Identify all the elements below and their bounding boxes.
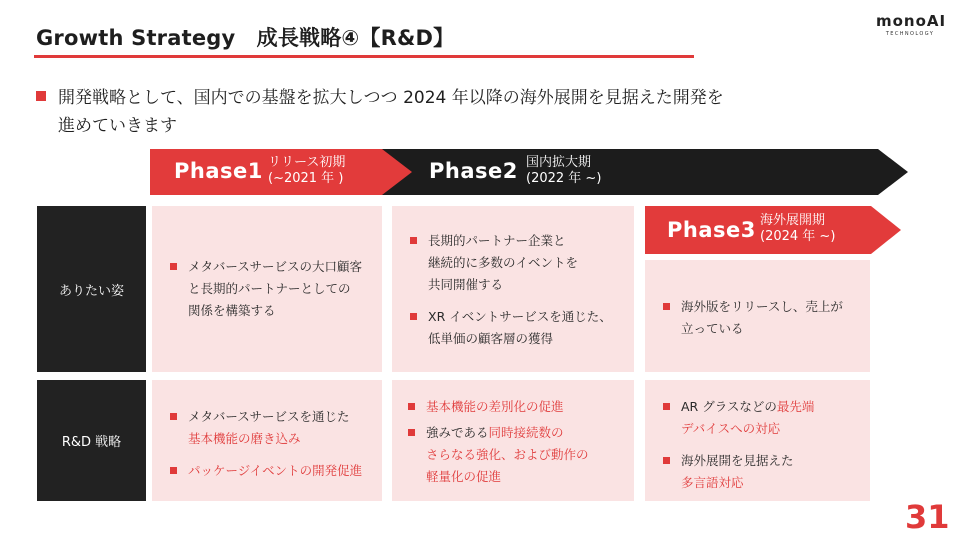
row-header-vision: ありたい姿 xyxy=(37,206,146,372)
item-text-highlight: デバイスへの対応 xyxy=(681,421,781,436)
vision-phase3-list xyxy=(661,296,869,340)
rd-phase3-cell xyxy=(645,380,870,501)
list-item xyxy=(661,396,869,440)
list-item xyxy=(168,256,380,322)
item-text-highlight: 基本機能の磨き込み xyxy=(188,431,301,446)
item-text-highlight: 多言語対応 xyxy=(681,475,744,490)
item-text: 立っている xyxy=(681,321,744,336)
vision-phase1-list xyxy=(168,256,380,322)
bullet-square-icon xyxy=(410,237,417,244)
bullet-square-icon xyxy=(408,429,415,436)
item-text-highlight: 同時接続数の xyxy=(488,425,564,440)
phase2-name: Phase2 xyxy=(429,159,518,183)
page-number: 31 xyxy=(905,498,950,536)
title-underline xyxy=(34,55,694,58)
item-text: 継続的に多数のイベントを xyxy=(428,255,579,270)
list-item xyxy=(661,296,869,340)
bullet-square-icon xyxy=(408,403,415,410)
item-text: 関係を構築する xyxy=(188,303,276,318)
phase1-title: リリース初期 xyxy=(268,155,346,170)
phase1-name: Phase1 xyxy=(174,159,263,183)
list-item xyxy=(168,460,380,482)
lead-statement xyxy=(36,84,836,140)
phase2-label xyxy=(526,155,601,187)
logo-wordmark: monoAI xyxy=(876,12,947,30)
lead-line-1: 開発戦略として、国内での基盤を拡大しつつ 2024 年以降の海外展開を見据えた開発を xyxy=(58,88,724,108)
item-text: 共同開催する xyxy=(428,277,504,292)
list-item xyxy=(661,450,869,494)
rd-phase1-cell xyxy=(152,380,382,501)
vision-phase3-cell xyxy=(645,260,870,372)
phase3-period: (2024 年 ~) xyxy=(760,229,836,244)
vision-phase1-cell xyxy=(152,206,382,372)
item-text: 海外展開を見据えた xyxy=(681,453,794,468)
bullet-square-icon xyxy=(663,303,670,310)
item-text: と長期的パートナーとしての xyxy=(188,281,351,296)
item-text: 長期的パートナー企業と xyxy=(428,233,566,248)
item-text-highlight: さらなる強化、および xyxy=(426,447,552,462)
item-text: AR グラスなどの xyxy=(681,399,777,414)
rd-phase3-list xyxy=(661,396,869,494)
vision-phase2-list xyxy=(408,230,632,350)
phase3-title: 海外展開期 xyxy=(760,213,826,228)
page-title: Growth Strategy 成長戦略④【R&D】 xyxy=(36,26,455,50)
item-text-highlight: パッケージイベントの開発促進 xyxy=(188,463,363,478)
bullet-square-icon xyxy=(170,413,177,420)
phase2-title: 国内拡大期 xyxy=(526,155,592,170)
item-text: 海外版をリリースし、売上が xyxy=(681,299,843,314)
item-text-highlight: 動作の xyxy=(551,447,589,462)
company-logo xyxy=(876,12,947,37)
rd-phase2-list xyxy=(406,396,632,488)
list-item xyxy=(408,306,632,350)
bullet-square-icon xyxy=(663,403,670,410)
bullet-square-icon xyxy=(170,263,177,270)
phase1-period: (~2021 年 ) xyxy=(268,171,344,186)
list-item xyxy=(168,406,380,450)
bullet-square-icon xyxy=(663,457,670,464)
item-text-highlight: 基本機能の差別化の促進 xyxy=(426,399,564,414)
list-item xyxy=(406,422,632,488)
logo-subtitle: TECHNOLOGY xyxy=(885,31,935,37)
bullet-square-icon xyxy=(36,91,46,101)
item-text: メタバースサービスを通じた xyxy=(188,409,350,424)
lead-line-2: 進めていきます xyxy=(58,116,177,136)
phase3-label xyxy=(760,213,835,245)
phase3-name: Phase3 xyxy=(667,218,756,242)
vision-phase2-cell xyxy=(392,206,634,372)
bullet-square-icon xyxy=(170,467,177,474)
item-text: メタバースサービスの大口顧客 xyxy=(188,259,363,274)
item-text-highlight: 最先端 xyxy=(776,399,815,414)
item-text: 強みである xyxy=(426,425,489,440)
rd-phase1-list xyxy=(168,406,380,482)
bullet-square-icon xyxy=(410,313,417,320)
phase2-period: (2022 年 ~) xyxy=(526,171,602,186)
list-item xyxy=(408,230,632,296)
item-text-highlight: 軽量化の促進 xyxy=(426,469,502,484)
rd-phase2-cell xyxy=(392,380,634,501)
phase1-label xyxy=(268,155,345,187)
item-text: 低単価の顧客層の獲得 xyxy=(428,331,554,346)
list-item xyxy=(406,396,632,418)
row-header-rd: R&D 戦略 xyxy=(37,380,146,501)
item-text: XR イベントサービスを通じた、 xyxy=(428,309,612,324)
